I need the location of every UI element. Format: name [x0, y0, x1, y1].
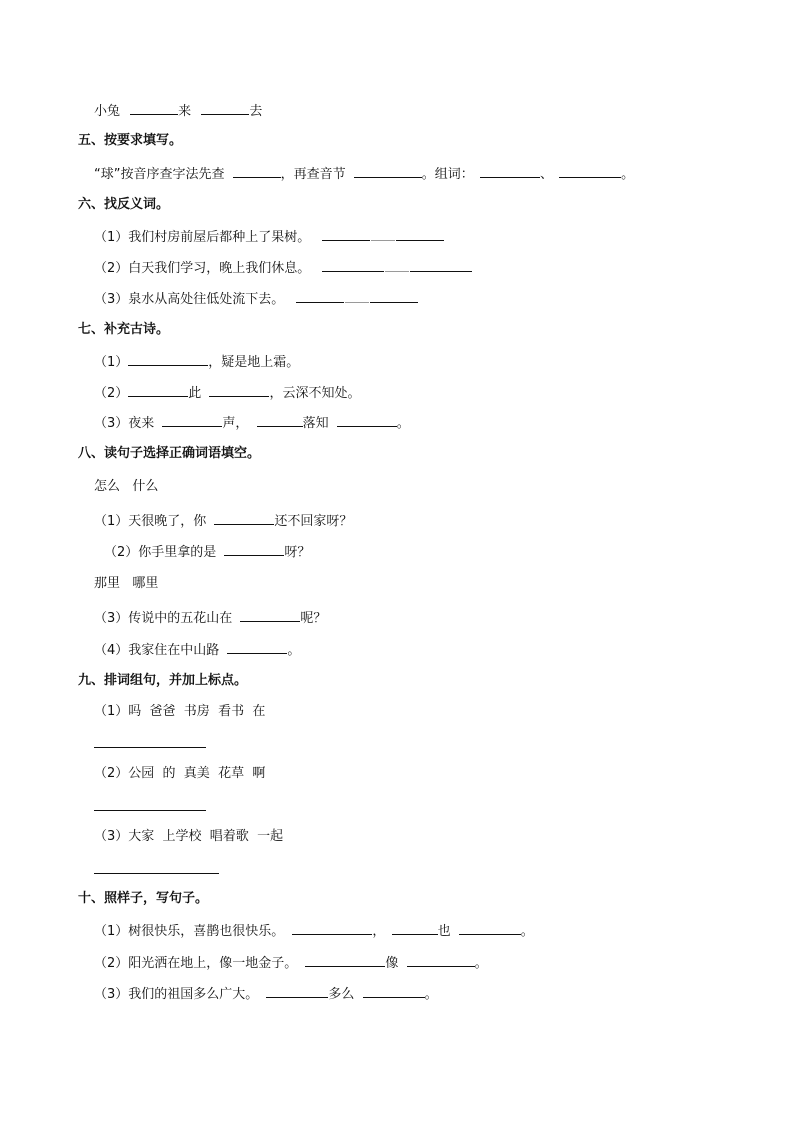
q7-2-line: [94, 383, 360, 403]
section-5-heading: 五、按要求填写。: [78, 133, 183, 148]
text: 声，: [222, 416, 249, 431]
blank[interactable]: [305, 953, 385, 967]
text: 还不回家呀？: [274, 514, 353, 529]
text: 去: [249, 104, 263, 119]
blank[interactable]: [322, 258, 384, 272]
text: ，: [372, 924, 386, 939]
q8-2-line: [104, 542, 310, 562]
text: ，再查音节: [280, 167, 346, 182]
text: （2）白天我们学习，晚上我们休息。: [94, 261, 311, 276]
blank[interactable]: [266, 984, 328, 998]
text: 来: [178, 104, 192, 119]
blank[interactable]: [363, 984, 425, 998]
text: 。: [396, 416, 410, 431]
q7-3-line: [94, 413, 410, 433]
text: 呀？: [284, 545, 311, 560]
blank[interactable]: [292, 921, 372, 935]
text: 。: [474, 956, 488, 971]
q6-3-line: [94, 289, 418, 309]
dash: [385, 262, 409, 272]
blank[interactable]: [392, 921, 438, 935]
q10-1-line: [94, 921, 534, 941]
blank[interactable]: [233, 164, 281, 178]
blank[interactable]: [296, 289, 344, 303]
text: 像: [385, 956, 399, 971]
q9-3-line: （3）大家 上学校 唱着歌 一起: [94, 829, 284, 844]
q10-2-line: [94, 953, 488, 973]
blank[interactable]: [224, 542, 284, 556]
xiaotu-line: [94, 101, 262, 121]
text: （3）传说中的五花山在: [94, 611, 233, 626]
text: 呢？: [300, 611, 327, 626]
blank[interactable]: [130, 101, 178, 115]
text: （1）天很晚了，你: [94, 514, 207, 529]
text: 多么: [328, 987, 355, 1002]
blank[interactable]: [128, 383, 188, 397]
text: （3）泉水从高处往低处流下去。: [94, 292, 285, 307]
text: ，云深不知处。: [269, 386, 361, 401]
q8-4-line: [94, 640, 300, 660]
section-7-heading: 七、补充古诗。: [78, 322, 170, 337]
q5-line: [94, 164, 634, 184]
answer-line[interactable]: [94, 797, 206, 811]
section-8-heading: 八、读句子选择正确词语填空。: [78, 446, 261, 461]
text: （2）阳光洒在地上，像一地金子。: [94, 956, 298, 971]
text: （3）我们的祖国多么广大。: [94, 987, 259, 1002]
dash: [345, 293, 369, 303]
answer-line[interactable]: [94, 734, 206, 748]
answer-line[interactable]: [94, 860, 219, 874]
text: 。: [424, 987, 438, 1002]
blank[interactable]: [410, 258, 472, 272]
text: 。: [520, 924, 534, 939]
text: （1）我们村房前屋后都种上了果树。: [94, 230, 311, 245]
blank[interactable]: [459, 921, 521, 935]
text: “球”按音序查字法先查: [94, 167, 225, 182]
text: （1）树很快乐，喜鹊也很快乐。: [94, 924, 285, 939]
text: （3）夜来: [94, 416, 155, 431]
text: ，疑是地上霜。: [208, 355, 300, 370]
blank[interactable]: [396, 227, 444, 241]
section-9-heading: 九、排词组句，并加上标点。: [78, 673, 248, 688]
blank[interactable]: [201, 101, 249, 115]
text: （2）你手里拿的是: [104, 545, 217, 560]
q9-2-line: （2）公园 的 真美 花草 啊: [94, 766, 266, 781]
q9-1-line: （1）吗 爸爸 书房 看书 在: [94, 704, 266, 719]
text: 也: [437, 924, 451, 939]
blank[interactable]: [322, 227, 370, 241]
dash: [371, 231, 395, 241]
text: 落知: [302, 416, 329, 431]
text: 。: [621, 167, 635, 182]
section-6-heading: 六、找反义词。: [78, 197, 170, 212]
q6-1-line: [94, 227, 444, 247]
text: （4）我家住在中山路: [94, 643, 220, 658]
blank[interactable]: [370, 289, 418, 303]
text: （1）: [94, 355, 129, 370]
q7-1-line: [94, 352, 299, 372]
text: （2）: [94, 386, 129, 401]
options-2: 那里 哪里: [94, 576, 159, 591]
q8-1-line: [94, 511, 352, 531]
blank[interactable]: [354, 164, 422, 178]
text: 此: [188, 386, 202, 401]
blank[interactable]: [257, 413, 303, 427]
q6-2-line: [94, 258, 472, 278]
blank[interactable]: [227, 640, 287, 654]
blank[interactable]: [209, 383, 269, 397]
text: 、: [539, 167, 553, 182]
options-1: 怎么 什么: [94, 479, 159, 494]
q10-3-line: [94, 984, 438, 1004]
blank[interactable]: [240, 608, 300, 622]
section-10-heading: 十、照样子，写句子。: [78, 891, 209, 906]
blank[interactable]: [162, 413, 222, 427]
text: 。: [287, 643, 301, 658]
blank[interactable]: [214, 511, 274, 525]
blank[interactable]: [559, 164, 621, 178]
text: 。组词：: [421, 167, 474, 182]
q8-3-line: [94, 608, 326, 628]
blank[interactable]: [407, 953, 475, 967]
text: 小兔: [94, 104, 121, 119]
blank[interactable]: [128, 352, 208, 366]
blank[interactable]: [480, 164, 540, 178]
blank[interactable]: [337, 413, 397, 427]
